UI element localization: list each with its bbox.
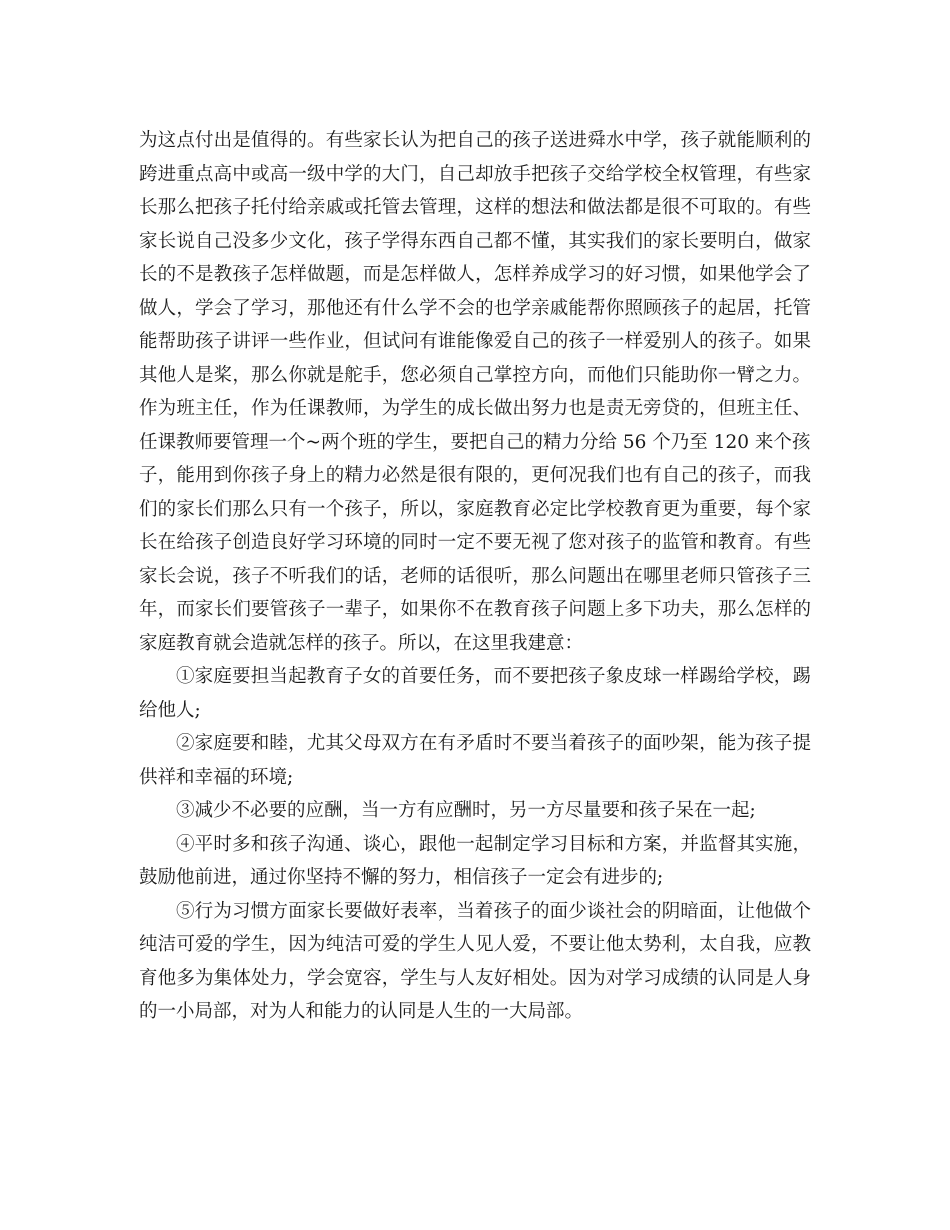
text-line: ⑤行为习惯方面家长要做好表率，当着孩子的面少谈社会的阴暗面，让他做个 <box>176 900 811 922</box>
text-line: 子，能用到你孩子身上的精力必然是很有限的，更何况我们也有自己的孩子，而我 <box>139 465 811 486</box>
text-lines <box>139 124 811 1029</box>
text-line: 作为班主任，作为任课教师，为学生的成长做出努力也是责无旁贷的，但班主任、 <box>139 398 811 419</box>
text-line: ③减少不必要的应酬，当一方有应酬时，另一方尽量要和孩子呆在一起; <box>176 800 756 821</box>
text-line: 任课教师要管理一个~两个班的学生，要把自己的精力分给 56 个乃至 120 来个孩 <box>139 431 811 453</box>
text-line: 家长说自己没多少文化，孩子学得东西自己都不懂，其实我们的家长要明白，做家 <box>139 230 811 252</box>
text-line: 家长会说，孩子不听我们的话，老师的话很听，那么问题出在哪里老师只管孩子三 <box>139 565 811 587</box>
text-line: 给他人; <box>139 699 201 721</box>
text-line: 纯洁可爱的学生，因为纯洁可爱的学生人见人爱，不要让他太势利，太自我，应教 <box>139 934 811 955</box>
text-line: 供祥和幸福的环境; <box>139 766 294 788</box>
text-line: 鼓励他前进，通过你坚持不懈的努力，相信孩子一定会有进步的; <box>139 867 664 888</box>
text-line: 做人，学会了学习，那他还有什么学不会的也学亲戚能帮你照顾孩子的起居，托管 <box>139 297 811 319</box>
text-line: 为这点付出是值得的。有些家长认为把自己的孩子送进舜水中学，孩子就能顺利的 <box>139 130 811 151</box>
text-line: 年，而家长们要管孩子一辈子，如果你不在教育孩子问题上多下功夫，那么怎样的 <box>139 599 811 620</box>
text-line: 其他人是桨，那么你就是舵手，您必须自己掌控方向，而他们只能助你一臂之力。 <box>139 364 811 386</box>
text-line: 的一小局部，对为人和能力的认同是人生的一大局部。 <box>139 1001 584 1022</box>
text-line: 跨进重点高中或高一级中学的大门，自己却放手把孩子交给学校全权管理，有些家 <box>139 163 811 185</box>
text-line: 育他多为集体处力，学会宽容，学生与人友好相处。因为对学习成绩的认同是人身 <box>139 967 811 989</box>
text-line: 长的不是教孩子怎样做题，而是怎样做人，怎样养成学习的好习惯，如果他学会了 <box>139 264 811 285</box>
document-body <box>139 124 811 1029</box>
text-line: 长那么把孩子托付给亲戚或托管去管理，这样的想法和做法都是很不可取的。有些 <box>139 197 811 218</box>
text-line: 家庭教育就会造就怎样的孩子。所以，在这里我建意： <box>139 632 584 654</box>
text-line: 长在给孩子创造良好学习环境的同时一定不要无视了您对孩子的监管和教育。有些 <box>139 532 811 553</box>
text-line: ①家庭要担当起教育子女的首要任务，而不要把孩子象皮球一样踢给学校，踢 <box>176 666 811 687</box>
text-line: 能帮助孩子讲评一些作业，但试问有谁能像爱自己的孩子一样爱别人的孩子。如果 <box>139 331 811 352</box>
text-line: ④平时多和孩子沟通、谈心，跟他一起制定学习目标和方案，并监督其实施， <box>176 833 811 855</box>
text-line: 们的家长们那么只有一个孩子，所以，家庭教育必定比学校教育更为重要，每个家 <box>139 498 811 520</box>
text-line: ②家庭要和睦，尤其父母双方在有矛盾时不要当着孩子的面吵架，能为孩子提 <box>176 733 811 754</box>
